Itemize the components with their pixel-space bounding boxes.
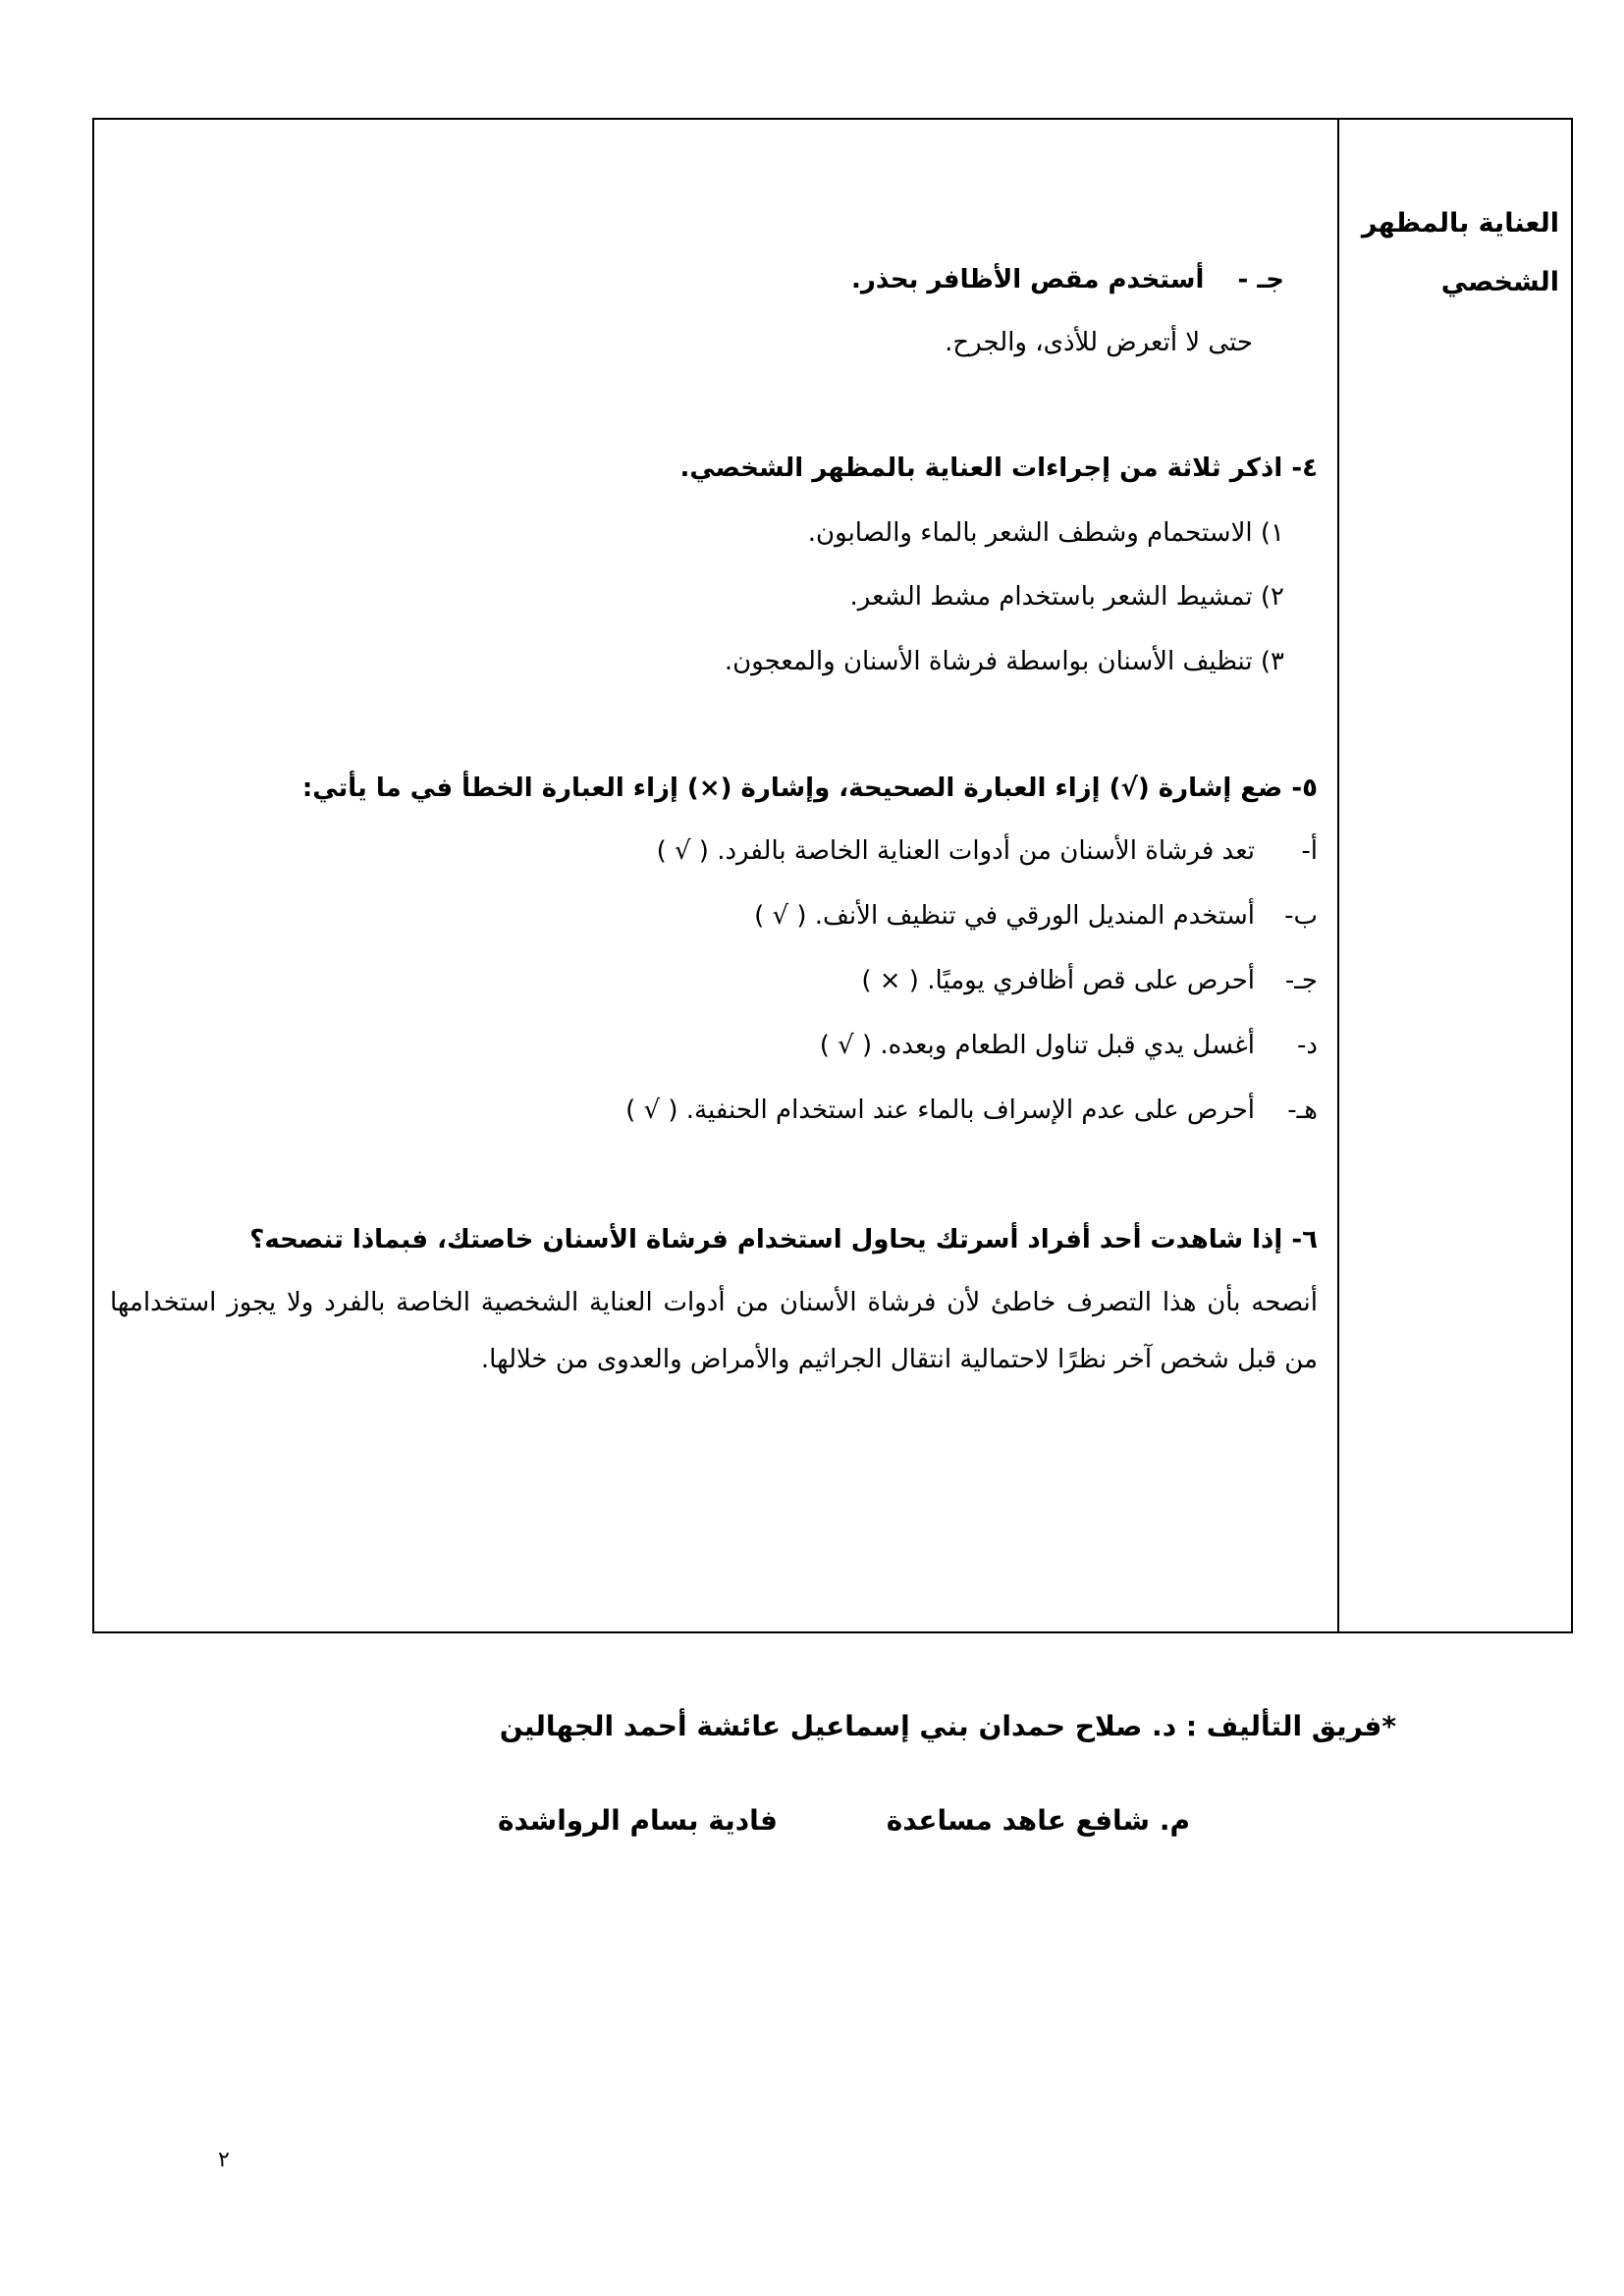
topic-cell (1337, 120, 1571, 1631)
author-name: فادية بسام الرواشدة (497, 1804, 778, 1837)
topic-title (1351, 194, 1559, 312)
answers-cell (94, 120, 1337, 1631)
item-text: أحرص على قص أظافري يوميًا. ( × ) (861, 966, 1255, 995)
question-5-heading: ٥- ضع إشارة (√) إزاء العبارة الصحيحة، وإشارة (×) إزاء العبارة الخطأ في ما يأتي: (301, 774, 1318, 803)
item-marker: جـ- (1284, 966, 1318, 995)
item-marker: د- (1297, 1031, 1318, 1060)
topic-title-line2: الشخصي (1440, 267, 1559, 297)
author-name: م. شافع عاهد مساعدة (886, 1804, 1190, 1837)
item-text: تعد فرشاة الأسنان من أدوات العناية الخاصة بالفرد. ( √ ) (656, 836, 1255, 866)
authors-line-1: *فريق التأليف : د. صلاح حمدان بني إسماعيل عائشة أحمد الجهالين (499, 1710, 1396, 1742)
item-text: أغسل يدي قبل تناول الطعام وبعده. ( √ ) (819, 1031, 1255, 1060)
item-c (851, 263, 1284, 296)
lesson-table (92, 118, 1573, 1633)
item-marker: أ- (1301, 836, 1318, 866)
item-c-text: أستخدم مقص الأظافر بحذر. (850, 265, 1205, 294)
question-4-item: ٢) تمشيط الشعر باستخدام مشط الشعر. (849, 582, 1284, 612)
item-marker: هـ- (1287, 1095, 1318, 1125)
question-4-item: ٣) تنظيف الأسنان بواسطة فرشاة الأسنان والمعجون. (724, 647, 1284, 676)
item-text: أستخدم المنديل الورقي في تنظيف الأنف. ( √ ) (754, 901, 1255, 931)
item-text: أحرص على عدم الإسراف بالماء عند استخدام الحنفية. ( √ ) (625, 1095, 1255, 1125)
true-false-item (820, 1029, 1318, 1062)
item-c-label: جـ - (1237, 265, 1284, 294)
item-c-reason: حتى لا أتعرض للأذى، والجرح. (945, 328, 1253, 357)
true-false-item (754, 899, 1318, 933)
item-marker: ب- (1284, 901, 1318, 931)
page-number: ٢ (218, 2148, 230, 2172)
true-false-item (861, 964, 1318, 997)
question-6-heading: ٦- إذا شاهدت أحد أفراد أسرتك يحاول استخدام فرشاة الأسنان خاصتك، فبماذا تنصحه؟ (249, 1225, 1318, 1255)
true-false-item (625, 1094, 1318, 1127)
question-4-heading: ٤- اذكر ثلاثة من إجراءات العناية بالمظهر الشخصي. (679, 454, 1318, 483)
question-4-item: ١) الاستحمام وشطف الشعر بالماء والصابون. (807, 518, 1284, 548)
question-6-answer: أنصحه بأن هذا التصرف خاطئ لأن فرشاة الأسنان من أدوات العناية الشخصية الخاصة بالفرد ولا يجوز استخدامها من قبل شخص آخر نظرًا لاحتمالية انتقال الجراثيم والأمراض والعدوى من خلالها. (110, 1288, 1318, 1374)
true-false-item (657, 834, 1318, 868)
topic-title-line1: العناية بالمظهر (1361, 208, 1559, 239)
